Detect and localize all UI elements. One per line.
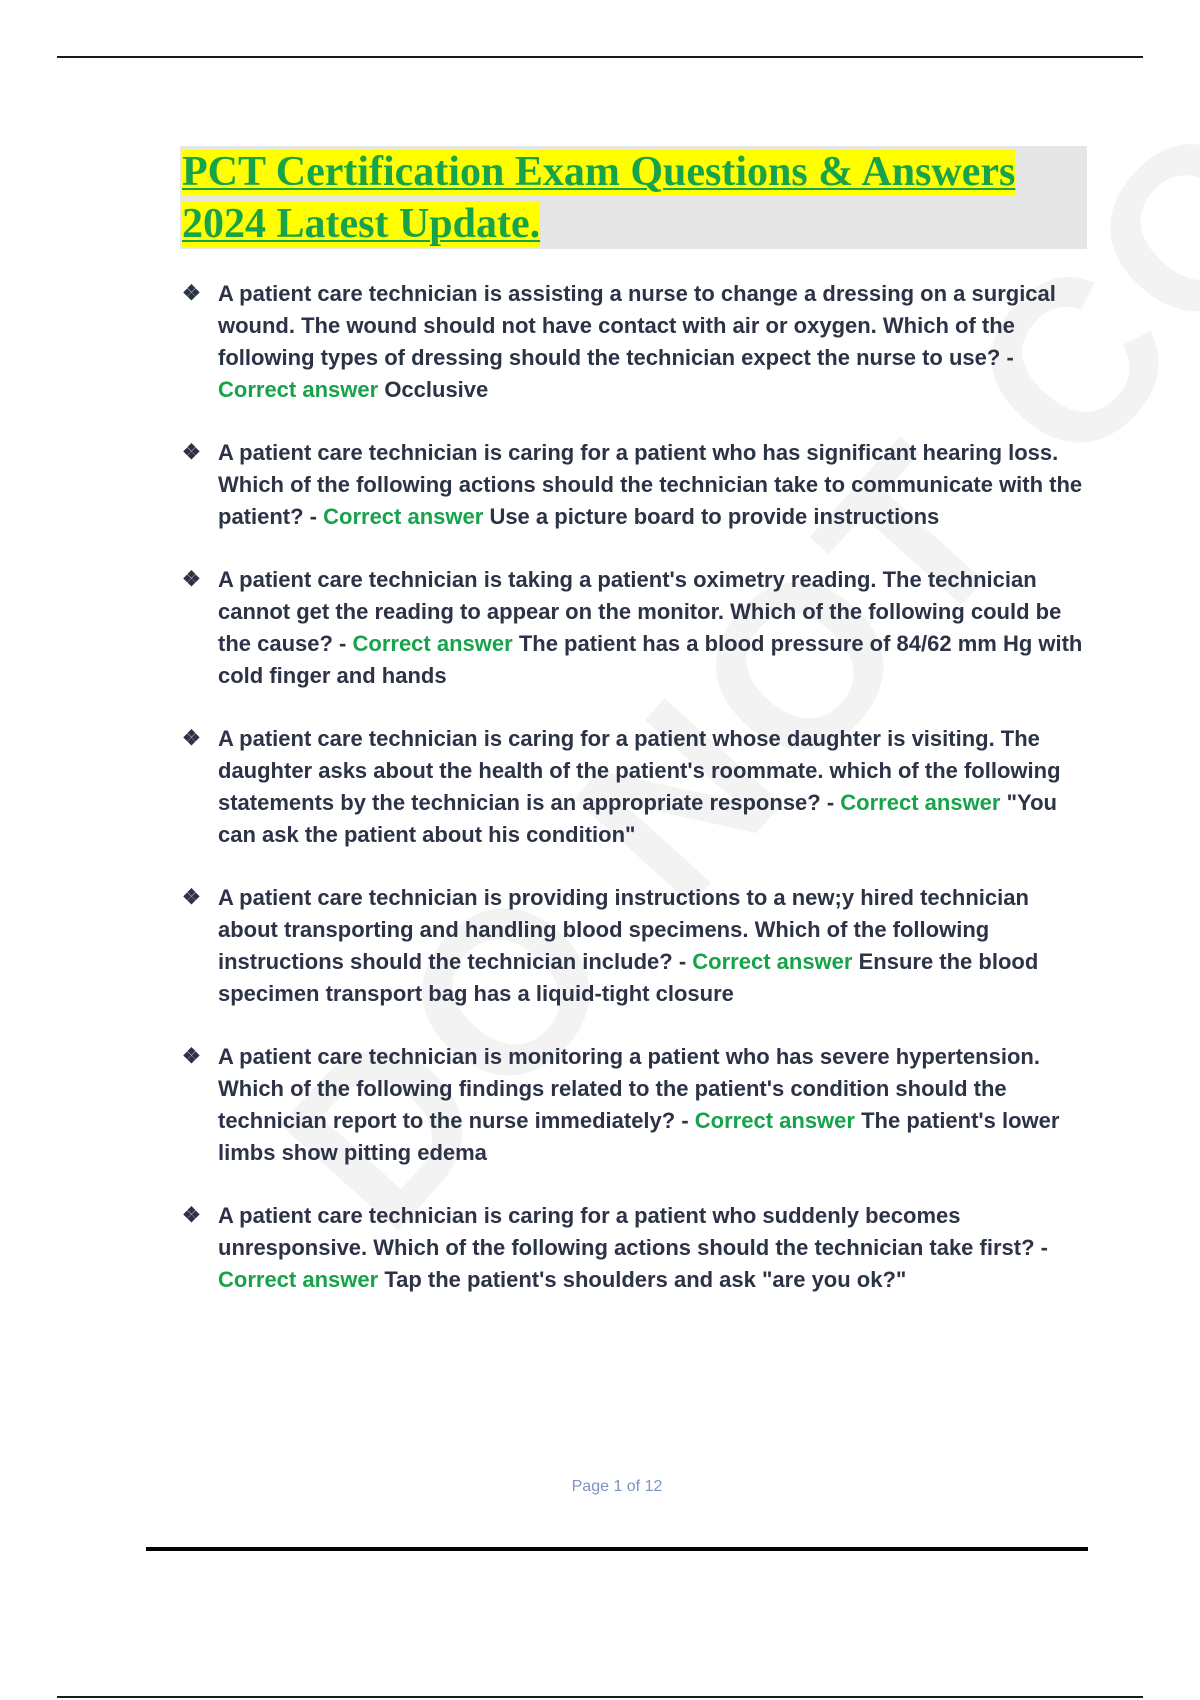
answer-text: Ensure the blood specimen transport bag has a liquid-tight closure xyxy=(218,949,1039,1006)
qa-list xyxy=(180,278,1090,1327)
question-text: A patient care technician is caring for a patient who suddenly becomes unresponsive. Which of the following actions should the technician take first? - xyxy=(218,1203,1048,1260)
correct-answer-label: Correct answer xyxy=(692,949,853,974)
diamond-bullet-icon: ❖ xyxy=(182,568,201,591)
correct-answer-label: Correct answer xyxy=(323,504,484,529)
diamond-bullet-icon: ❖ xyxy=(182,441,201,464)
qa-item xyxy=(180,564,1090,692)
footer-divider xyxy=(146,1547,1088,1551)
correct-answer-label: Correct answer xyxy=(218,377,379,402)
answer-text: Occlusive xyxy=(384,377,489,402)
diamond-bullet-icon: ❖ xyxy=(182,1204,201,1227)
page-number: Page 1 of 12 xyxy=(571,1478,663,1495)
answer-text: Use a picture board to provide instructions xyxy=(489,504,940,529)
qa-item xyxy=(180,437,1090,533)
question-text: A patient care technician is caring for a patient who has significant hearing loss. Which of the following actions should the technician take to communicate with the patient? - xyxy=(218,440,1083,529)
question-text: A patient care technician is assisting a nurse to change a dressing on a surgical wound. The wound should not have contact with air or oxygen. Which of the following types of dressing should the technician expect the nurse to use? - xyxy=(218,281,1056,370)
qa-item xyxy=(180,1041,1090,1169)
correct-answer-label: Correct answer xyxy=(840,790,1001,815)
correct-answer-label: Correct answer xyxy=(218,1267,379,1292)
correct-answer-label: Correct answer xyxy=(352,631,513,656)
correct-answer-label: Correct answer xyxy=(694,1108,855,1133)
diamond-bullet-icon: ❖ xyxy=(182,727,201,750)
answer-text: The patient's lower limbs show pitting edema xyxy=(218,1108,1060,1165)
question-text: A patient care technician is monitoring a patient who has severe hypertension. Which of the following findings related to the patient's condition should the technician report to the nurse immediately? - xyxy=(218,1044,1040,1133)
qa-item xyxy=(180,723,1090,851)
qa-item xyxy=(180,882,1090,1010)
answer-text: The patient has a blood pressure of 84/62 mm Hg with cold finger and hands xyxy=(218,631,1083,688)
title-line-1: PCT Certification Exam Questions & Answers xyxy=(182,149,1016,195)
title-line-2: 2024 Latest Update. xyxy=(182,201,541,247)
qa-item xyxy=(180,1200,1090,1296)
answer-text: Tap the patient's shoulders and ask "are you ok?" xyxy=(384,1267,907,1292)
question-text: A patient care technician is providing instructions to a new;y hired technician about transporting and handling blood specimens. Which of the following instructions should the technician include? - xyxy=(218,885,1029,974)
document-title xyxy=(182,146,1092,250)
answer-text: "You can ask the patient about his condition" xyxy=(218,790,1057,847)
question-text: A patient care technician is taking a patient's oximetry reading. The technician cannot get the reading to appear on the monitor. Which of the following could be the cause? - xyxy=(218,567,1062,656)
diamond-bullet-icon: ❖ xyxy=(182,886,201,909)
qa-item xyxy=(180,278,1090,406)
diamond-bullet-icon: ❖ xyxy=(182,1045,201,1068)
bottom-divider xyxy=(57,1696,1143,1698)
top-divider xyxy=(57,56,1143,58)
question-text: A patient care technician is caring for a patient whose daughter is visiting. The daughter asks about the health of the patient's roommate. which of the following statements by the technician is an appropriate response? - xyxy=(218,726,1061,815)
diamond-bullet-icon: ❖ xyxy=(182,282,201,305)
